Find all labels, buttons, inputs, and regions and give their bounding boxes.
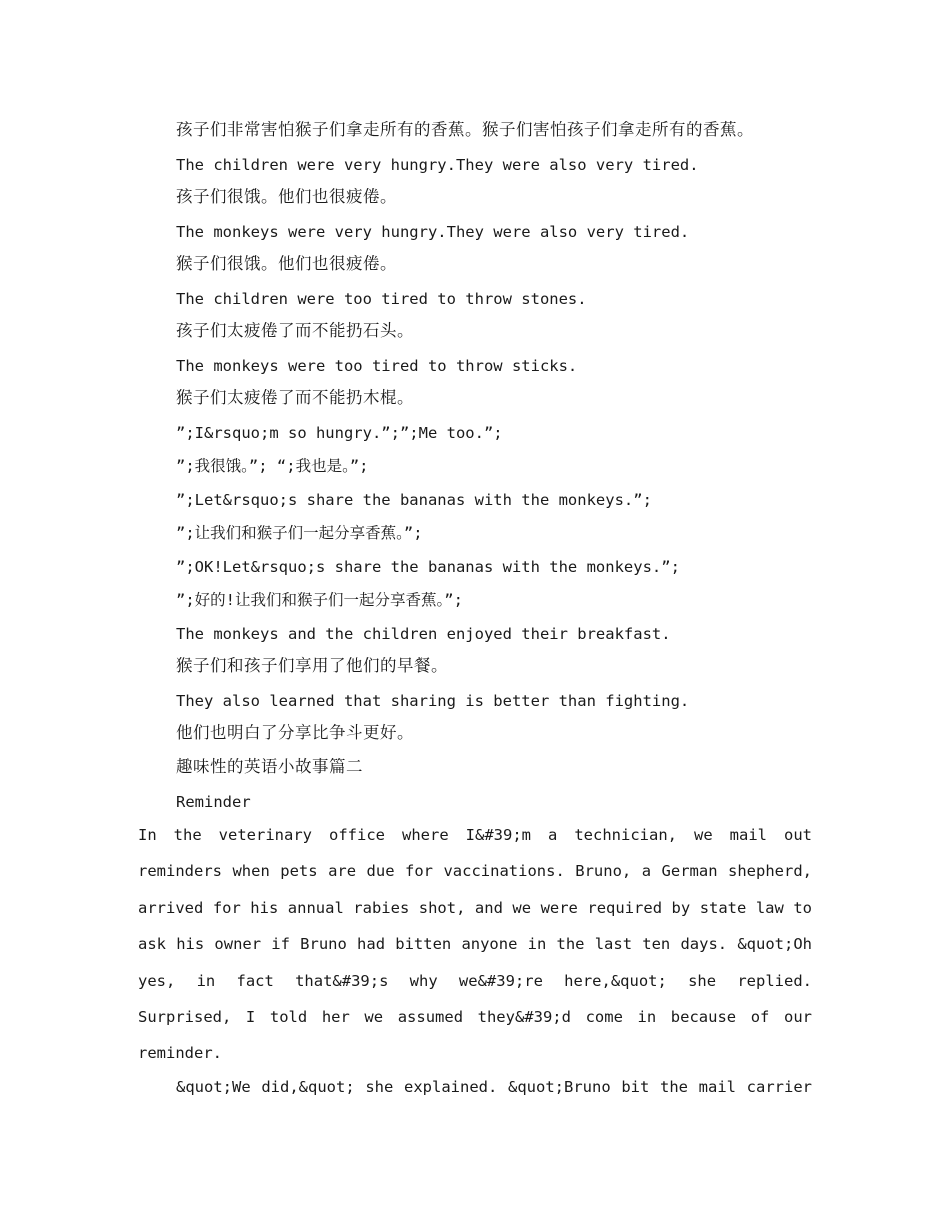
paragraph-line: reminders when pets are due for vaccinations. Bruno, a German shepherd, bbox=[138, 862, 812, 881]
text-line: ”;OK!Let&rsquo;s share the bananas with the monkeys.”; bbox=[176, 558, 680, 576]
text-line: The monkeys were too tired to throw sticks. bbox=[176, 357, 578, 375]
paragraph-line: Surprised, I told her we assumed they&#39;d come in because of our bbox=[138, 1008, 812, 1027]
paragraph-line: &quot;We did,&quot; she explained. &quot;Bruno bit the mail carrier bbox=[176, 1078, 812, 1096]
text-line: The children were very hungry.They were also very tired. bbox=[176, 156, 699, 174]
text-line: 孩子们非常害怕猴子们拿走所有的香蕉。猴子们害怕孩子们拿走所有的香蕉。 bbox=[176, 120, 754, 139]
text-line: 猴子们和孩子们享用了他们的早餐。 bbox=[176, 656, 448, 675]
story-paragraph bbox=[176, 1069, 812, 1105]
paragraph-line: arrived for his annual rabies shot, and we were required by state law to bbox=[138, 898, 812, 917]
paragraph-line: yes, in fact that&#39;s why we&#39;re here,&quot; she replied. bbox=[138, 971, 812, 990]
text-line: They also learned that sharing is better than fighting. bbox=[176, 692, 690, 710]
text-line: The monkeys were very hungry.They were also very tired. bbox=[176, 223, 690, 241]
text-line: The children were too tired to throw stones. bbox=[176, 290, 587, 308]
story-paragraph bbox=[138, 817, 812, 1072]
text-line: ”;好的!让我们和猴子们一起分享香蕉。”; bbox=[176, 591, 463, 609]
section-heading: 趣味性的英语小故事篇二 bbox=[176, 757, 363, 776]
paragraph-line: ask his owner if Bruno had bitten anyone in the last ten days. &quot;Oh bbox=[138, 935, 812, 954]
text-line: ”;I&rsquo;m so hungry.”;”;Me too.”; bbox=[176, 424, 503, 442]
text-line: The monkeys and the children enjoyed their breakfast. bbox=[176, 625, 671, 643]
text-line: 他们也明白了分享比争斗更好。 bbox=[176, 723, 414, 742]
text-line: ”;我很饿。”; “;我也是。”; bbox=[176, 457, 369, 475]
paragraph-line: In the veterinary office where I&#39;m a technician, we mail out bbox=[138, 826, 812, 844]
text-line: 猴子们太疲倦了而不能扔木棍。 bbox=[176, 388, 414, 407]
story-title: Reminder bbox=[176, 793, 251, 811]
text-line: 孩子们太疲倦了而不能扔石头。 bbox=[176, 321, 414, 340]
text-line: 孩子们很饿。他们也很疲倦。 bbox=[176, 187, 397, 206]
text-line: 猴子们很饿。他们也很疲倦。 bbox=[176, 254, 397, 273]
paragraph-line: reminder. bbox=[138, 1044, 222, 1063]
text-line: ”;让我们和猴子们一起分享香蕉。”; bbox=[176, 524, 423, 542]
text-line: ”;Let&rsquo;s share the bananas with the monkeys.”; bbox=[176, 491, 652, 509]
